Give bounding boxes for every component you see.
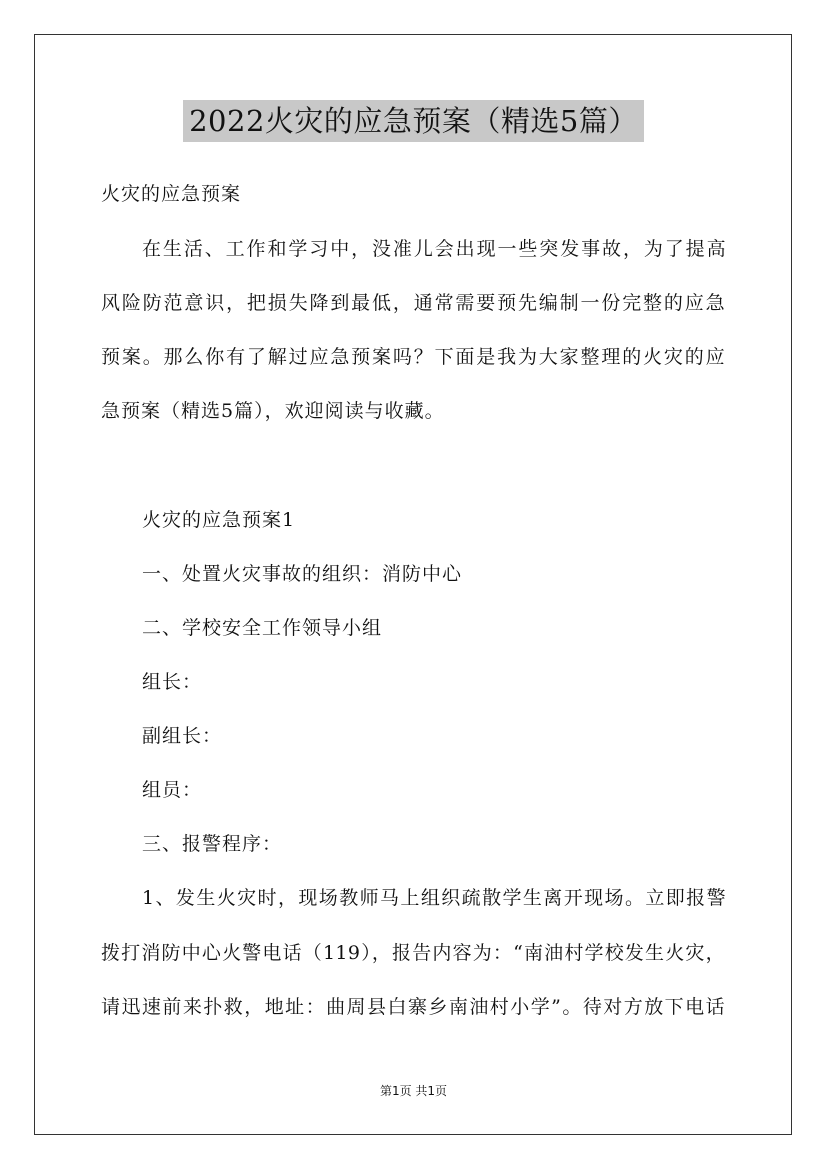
intro-line-1: 在生活、工作和学习中，没准儿会出现一些突发事故，为了提高 (142, 238, 726, 260)
para-line-1: 1、发生火灾时，现场教师马上组织疏散学生离开现场。立即报警 (142, 887, 726, 909)
intro-line-3: 预案。那么你有了解过应急预案吗？下面是我为大家整理的火灾的应 (101, 346, 725, 368)
item-2: 二、学校安全工作领导小组 (142, 617, 383, 639)
members-label: 组员： (142, 779, 203, 801)
page-footer: 第1页 共1页 (379, 1084, 448, 1098)
document-title: 2022火灾的应急预案（精选5篇） (183, 100, 644, 142)
item-3: 三、报警程序： (142, 833, 283, 855)
title-container (0, 100, 827, 142)
para-line-3: 请迅速前来扑救，地址：曲周县白寨乡南油村小学”。待对方放下电话 (101, 996, 725, 1018)
intro-line-4: 急预案（精选5篇），欢迎阅读与收藏。 (101, 400, 445, 422)
leader-label: 组长： (142, 671, 203, 693)
intro-line-2: 风险防范意识，把损失降到最低，通常需要预先编制一份完整的应急 (101, 292, 725, 314)
item-1: 一、处置火灾事故的组织：消防中心 (142, 563, 463, 585)
para-line-2: 拨打消防中心火警电话（119），报告内容为：“南油村学校发生火灾， (101, 942, 725, 964)
deputy-label: 副组长： (142, 725, 223, 747)
subtitle: 火灾的应急预案 (101, 183, 242, 205)
section-heading: 火灾的应急预案1 (142, 509, 296, 531)
